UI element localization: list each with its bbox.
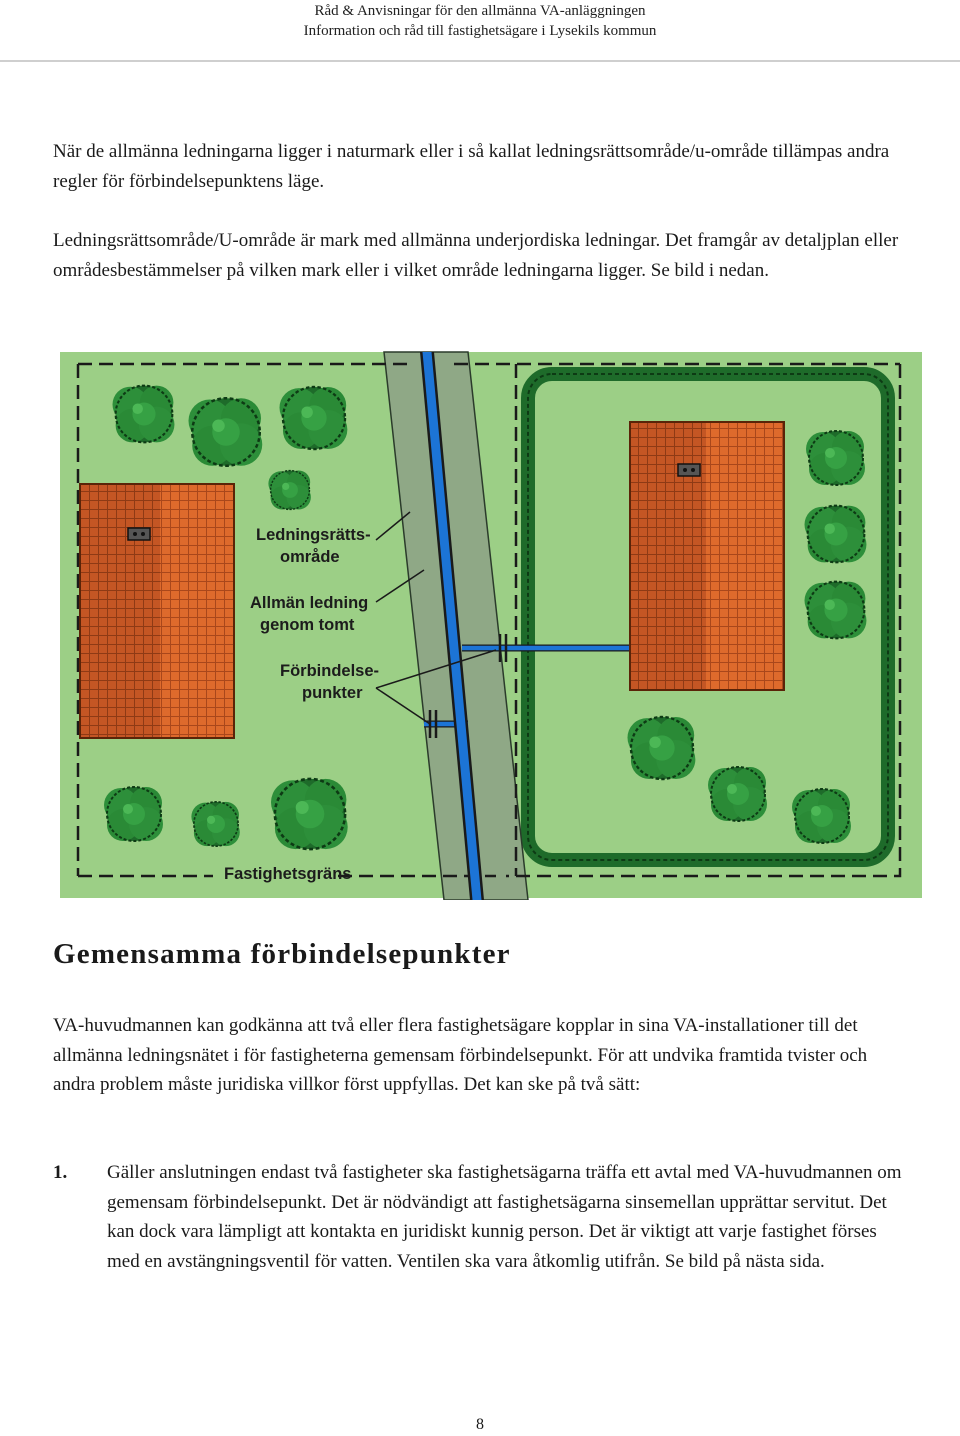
section-paragraph: VA-huvudmannen kan godkänna att två eller flera fastighetsägare kopplar in sina VA-installationer till det allmänna ledningsnätet i för fastigheterna gemensam förbindelsepunkt. För att undvika framtida tvister och andra problem måste juridiska villkor först uppfyllas. Det kan ske på två sätt:: [53, 1015, 868, 1095]
chimney: [128, 528, 150, 540]
site-plan-illustration: [58, 348, 924, 900]
label-points-line2: punkter: [302, 684, 363, 702]
intro-paragraph-2: Ledningsrättsområde/U-område är mark med allmänna underjordiska ledningar. Det framgår av detaljplan eller områdesbestämmelser på vilken mark eller i vilket område ledningarna ligger. Se bild i nedan.: [53, 230, 899, 281]
label-pipe-line2: genom tomt: [260, 616, 355, 634]
label-area-line2: område: [280, 548, 340, 566]
header-subtitle: Information och råd till fastighetsägare i Lysekils kommun: [303, 23, 657, 39]
chimney: [678, 464, 700, 476]
label-points-line1: Förbindelse-: [280, 662, 380, 680]
list-item-text: Gäller anslutningen endast två fastigheter ska fastighetsägarna träffa ett avtal med VA-huvudmannen om gemensam förbindelsepunkt. Det är nödvändigt att fastighetsägarna sinsemellan upprättar servitut. Det kan dock vara lämpligt att kontakta en juridiskt kunnig person. Det är viktigt att varje fastighet förses med en avstängningsventil för vatten. Ventilen ska vara åtkomlig utifrån. Se bild på nästa sida.: [107, 1162, 902, 1272]
page-header: [0, 0, 960, 60]
label-pipe-line1: Allmän ledning: [250, 594, 369, 612]
list-item-number: 1.: [53, 1162, 68, 1183]
section-heading: Gemensamma förbindelsepunkter: [53, 938, 511, 970]
house-right: [630, 422, 784, 690]
intro-paragraph-1: När de allmänna ledningarna ligger i naturmark eller i så kallat ledningsrättsområde/u-område tillämpas andra regler för förbindelsepunktens läge.: [53, 141, 890, 192]
page-number: 8: [476, 1416, 484, 1433]
header-divider: [0, 60, 960, 62]
header-title: Råd & Anvisningar för den allmänna VA-anläggningen: [314, 3, 646, 19]
label-area-line1: Ledningsrätts-: [256, 526, 371, 544]
label-boundary: Fastighetsgräns: [224, 865, 352, 883]
house-left: [80, 484, 234, 738]
site-plan-svg: [58, 348, 924, 900]
